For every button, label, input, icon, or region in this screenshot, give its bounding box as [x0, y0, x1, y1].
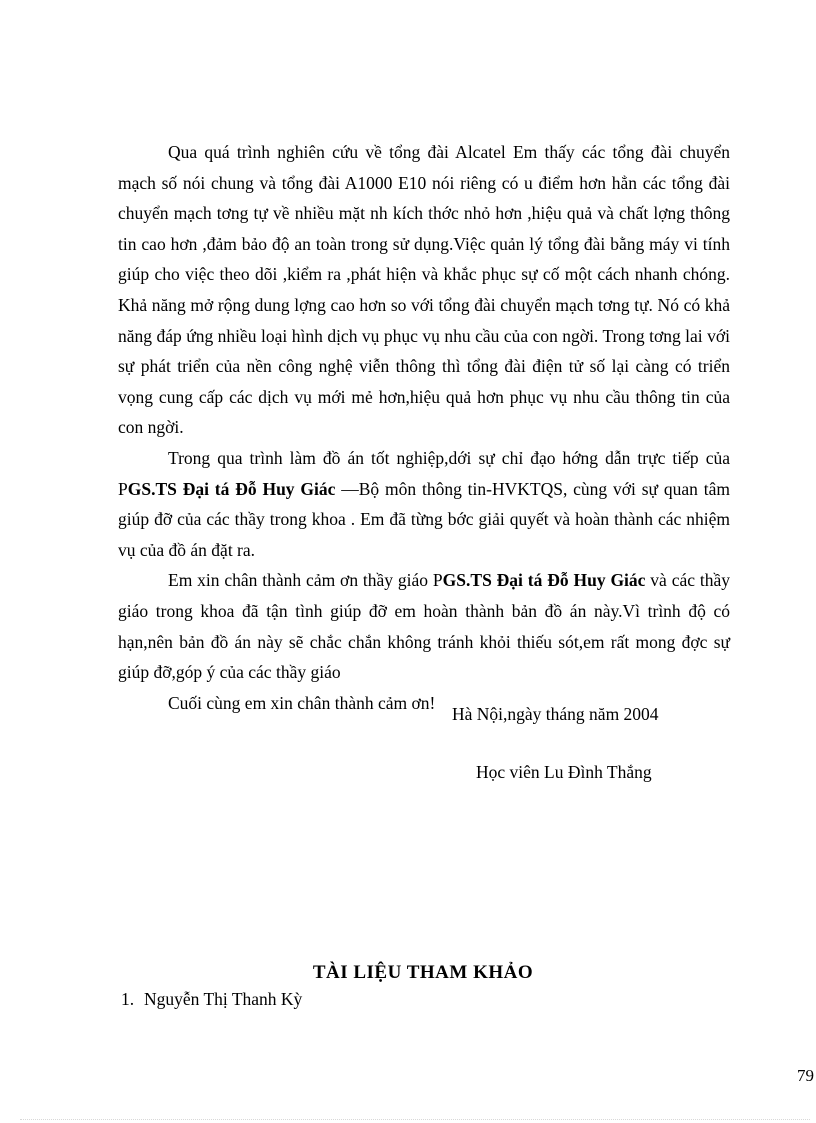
- paragraph-thanks-text-2: và các thầy giáo trong khoa đã tận tình giúp đỡ em hoàn thành bản đồ án này.Vì trình độ có hạn,nên bản đồ án này sẽ chắc chắn không tránh khỏi thiếu sót,em rất mong đợc sự giúp đỡ,góp ý của các thầy giáo: [118, 570, 730, 683]
- footer-divider: [20, 1119, 810, 1120]
- paragraph-conclusion: [118, 137, 730, 443]
- references-heading: TÀI LIỆU THAM KHẢO: [312, 962, 534, 983]
- page-number: 79: [797, 1066, 814, 1085]
- reference-number: 1.: [121, 989, 135, 1009]
- paragraph-conclusion-text: Qua quá trình nghiên cứu về tổng đài Alcatel Em thấy các tổng đài chuyển mạch số nói chung và tổng đài A1000 E10 nói riêng có u điểm hơn hẳn các tổng đài chuyển mạch tơng tự về nhiều mặt nh kích thớc nhỏ hơn ,hiệu quả và chất lợng thông tin cao hơn ,đảm bảo độ an toàn trong sử dụng.Việc quản lý tổng đài bằng máy vi tính giúp cho việc theo dõi ,kiểm ra ,phát hiện và khắc phục sự cố một cách nhanh chóng. Khả năng mở rộng dung lợng cao hơn so với tổng đài chuyển mạch tơng tự. Nó có khả năng đáp ứng nhiều loại hình dịch vụ phục vụ nhu cầu của con ngời. Trong tơng lai với sự phát triển của nền công nghệ viễn thông thì tổng đài điện tử số lại càng có triển vọng cung cấp các dịch vụ mới mẻ hơn,hiệu quả hơn phục vụ nhu cầu thông tin của con ngời.: [118, 142, 730, 438]
- paragraph-thanks: [118, 565, 730, 687]
- paragraph-guidance-text-1: Trong qua trình làm đồ án tốt nghiệp,dới sự chỉ đạo hớng dẫn trực tiếp của P: [118, 447, 730, 499]
- paragraph-thanks-text-1: Em xin chân thành cảm ơn thầy giáo P: [168, 570, 443, 591]
- paragraph-guidance-text-2: —Bộ môn thông tin-HVKTQS, cùng với sự quan tâm giúp đỡ của các thầy trong khoa . Em đã từng bớc giải quyết và hoàn thành các nhiệm vụ của đồ án đặt ra.: [118, 478, 730, 560]
- paragraph-guidance: [118, 443, 730, 565]
- body-text: [118, 137, 730, 718]
- signature-signer: Học viên Lu Đình Thắng: [476, 762, 652, 782]
- advisor-name: GS.TS Đại tá Đỗ Huy Giác: [127, 478, 336, 499]
- reference-text: Nguyễn Thị Thanh Kỳ: [144, 989, 303, 1009]
- signature-place-date: Hà Nội,ngày tháng năm 2004: [452, 704, 659, 724]
- advisor-name-repeat: GS.TS Đại tá Đỗ Huy Giác: [442, 570, 646, 591]
- paragraph-closing-text: Cuối cùng em xin chân thành cảm ơn!: [168, 692, 436, 713]
- reference-item: [121, 989, 302, 1010]
